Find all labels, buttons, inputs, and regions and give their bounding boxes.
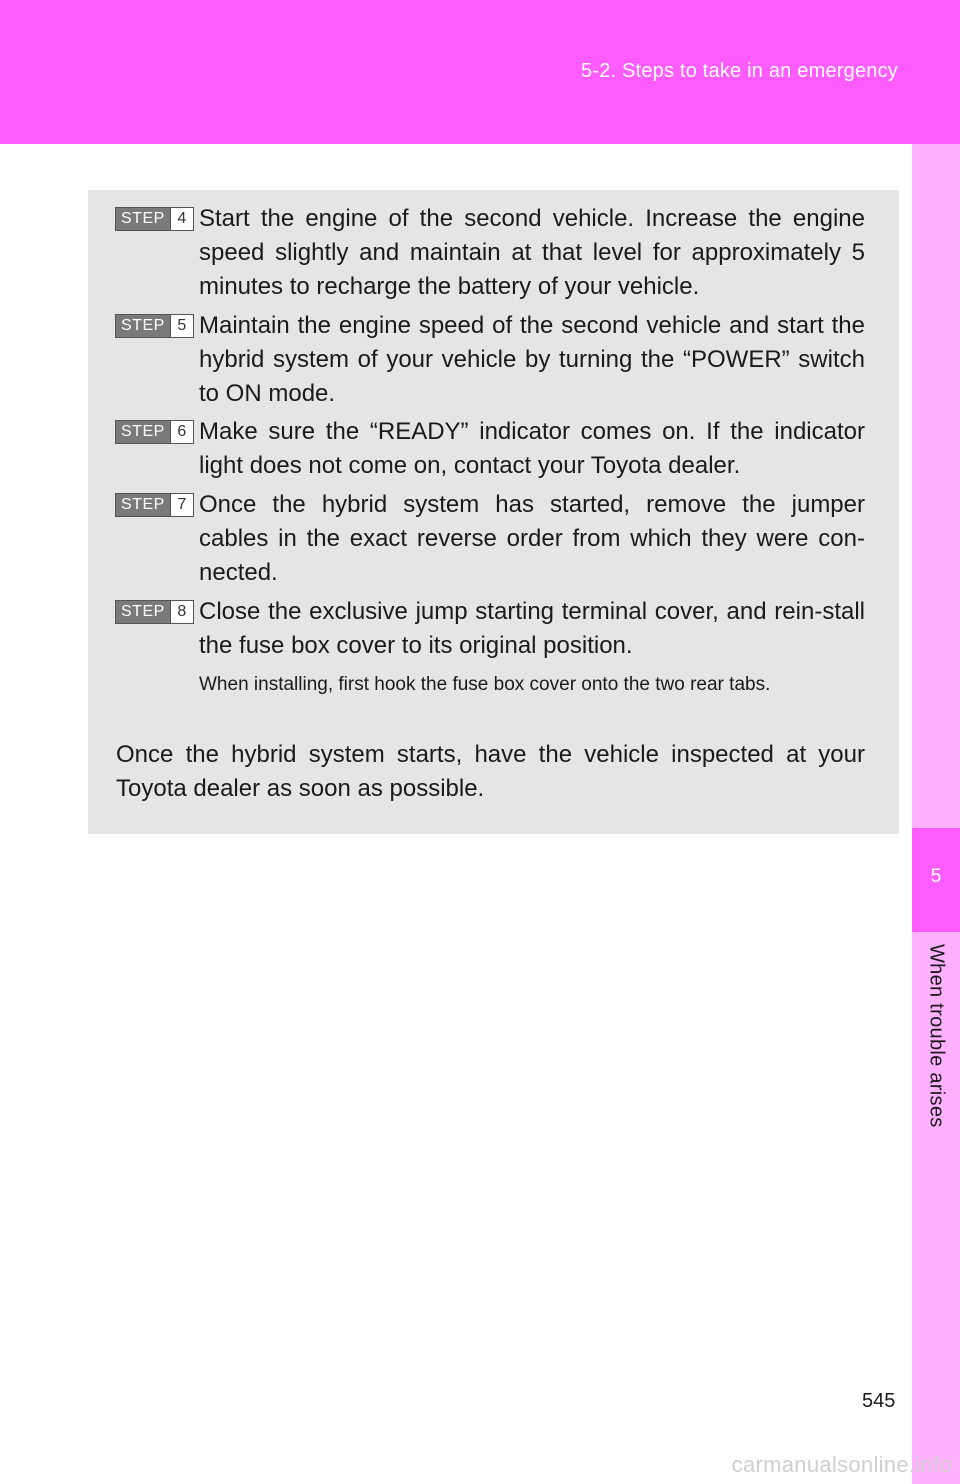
- step-badge-word: STEP: [115, 314, 170, 338]
- step-badge: [115, 314, 194, 338]
- step-badge-word: STEP: [115, 600, 170, 624]
- side-tab: [912, 144, 960, 1484]
- chapter-tab[interactable]: [912, 828, 960, 932]
- page-header: [0, 0, 960, 144]
- step-badge-number: 8: [170, 600, 194, 624]
- step-badge: [115, 207, 194, 231]
- page-number: 545: [862, 1390, 896, 1412]
- step-badge-word: STEP: [115, 207, 170, 231]
- step-text: Start the engine of the second vehicle. Increase the engine speed slightly and maintain at that level for approximately 5 minutes to recharge the battery of your vehicle.: [199, 205, 865, 300]
- step-badge-number: 5: [170, 314, 194, 338]
- step-badge: [115, 600, 194, 624]
- step-badge: [115, 420, 194, 444]
- closing-paragraph: Once the hybrid system starts, have the vehicle inspected at your Toyota dealer as soon as possible.: [116, 741, 865, 802]
- step-badge-number: 4: [170, 207, 194, 231]
- chapter-label: When trouble arises: [925, 944, 948, 1128]
- step-text: Maintain the engine speed of the second vehicle and start the hybrid system of your vehicle by turning the “POWER” switch to ON mode.: [199, 312, 865, 407]
- step-badge-word: STEP: [115, 493, 170, 517]
- step-badge-word: STEP: [115, 420, 170, 444]
- step-8-note: When installing, first hook the fuse box cover onto the two rear tabs.: [199, 674, 771, 695]
- chapter-number: 5: [930, 866, 942, 887]
- step-text: Close the exclusive jump starting terminal cover, and rein-stall the fuse box cover to its original position.: [199, 598, 865, 659]
- step-text: Make sure the “READY” indicator comes on. If the indicator light does not come on, contact your Toyota dealer.: [199, 418, 865, 479]
- step-badge-number: 7: [170, 493, 194, 517]
- section-title: 5-2. Steps to take in an emergency: [581, 60, 898, 82]
- step-text: Once the hybrid system has started, remove the jumper cables in the exact reverse order from which they were con-nected.: [199, 491, 865, 586]
- step-badge-number: 6: [170, 420, 194, 444]
- watermark: carmanualsonline.info: [731, 1452, 952, 1477]
- step-badge: [115, 493, 194, 517]
